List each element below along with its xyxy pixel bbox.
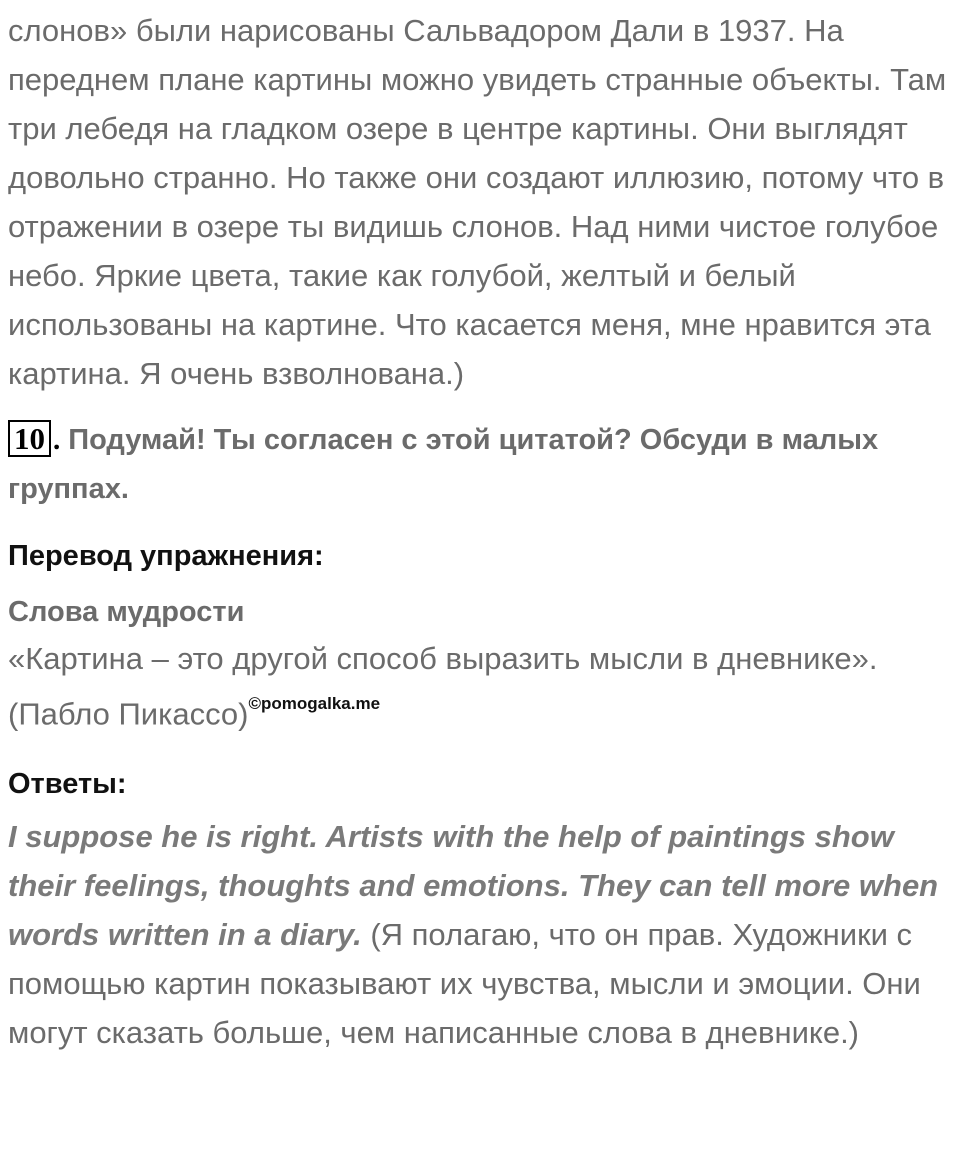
intro-paragraph: слонов» были нарисованы Сальвадором Дали в 1937. На переднем плане картины можно увидеть странные объекты. Там три лебедя на гладком озере в центре картины. Они выглядят довольно странно. Но также они создают иллюзию, потому что в отражении в озере ты видишь слонов. Над ними чистое голубое небо. Яркие цвета, такие как голубой, желтый и белый использованы на картине. Что касается меня, мне нравится эта картина. Я очень взволнована.) xyxy=(8,13,947,391)
quote-line: «Картина – это другой способ выразить мысли в дневнике». xyxy=(8,641,878,676)
task-number-dot: . xyxy=(53,424,61,456)
answer-paragraph xyxy=(8,812,952,1057)
answer-english: I suppose he is right. Artists with the help of paintings show their feelings, thoughts and emotions. They can tell more when words written in a diary. xyxy=(8,819,939,953)
quote-author-line xyxy=(8,683,952,738)
page-content xyxy=(8,6,952,1088)
task-text: Подумай! Ты согласен с этой цитатой? Обсуди в малых группах. xyxy=(8,424,879,505)
answers-heading: Ответы: xyxy=(8,768,127,801)
watermark: ©pomogalka.me xyxy=(248,694,381,713)
translation-heading: Перевод упражнения: xyxy=(8,540,324,572)
task-10 xyxy=(8,416,952,514)
task-number-badge: 10 xyxy=(8,420,51,457)
answer-russian: (Я полагаю, что он прав. Художники с помощью картин показывают их чувства, мысли и эмоции. Они могут сказать больше, чем написанные слова в дневнике.) xyxy=(8,917,921,1051)
quote-author: (Пабло Пикассо) xyxy=(8,696,249,732)
wisdom-heading: Слова мудрости xyxy=(8,596,245,628)
